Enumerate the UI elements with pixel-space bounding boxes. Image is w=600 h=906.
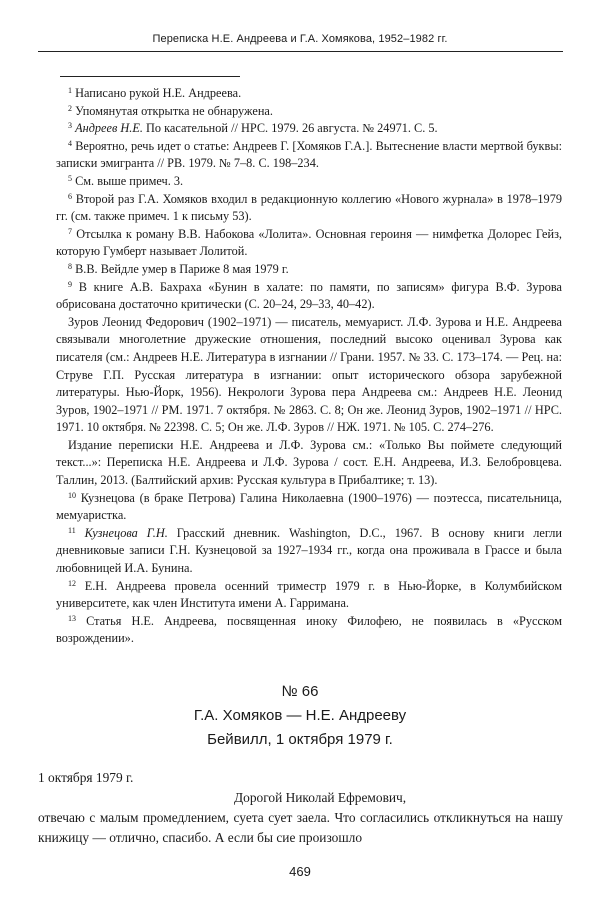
page-number: 469 bbox=[289, 864, 311, 879]
footnote-divider bbox=[60, 76, 240, 77]
running-header: Переписка Н.Е. Андреева и Г.А. Хомякова, 1952–1982 гг. bbox=[152, 33, 448, 45]
footnote-7: $^7$ Отсылка к роману В.В. Набокова «Лолита». Основная героиня — нимфетка Долорес Гейз, которую Гумберт называет Лолитой. bbox=[56, 226, 563, 259]
letter-number: № 66 bbox=[281, 683, 319, 700]
header-divider bbox=[38, 51, 563, 52]
footnote-8: $^8$ В.В. Вейдле умер в Париже 8 мая 1979 г. bbox=[68, 261, 289, 276]
letter-body bbox=[38, 768, 563, 848]
letter-date-line: 1 октября 1979 г. bbox=[38, 770, 134, 785]
footnote-9-continuation-1: Зуров Леонид Федорович (1902–1971) — писатель, мемуарист. Л.Ф. Зурова и Н.Е. Андреева связывали многолетние дружеские отношения, последний высоко оценивал Зурова как писателя (см.: Андреев Н.Е. Литература в изгнании // Грани. 1957. № 33. С. 173–174. — Рец. на: Струве Г.П. Русская литература в изгнании: опыт исторического обзора зарубежной литературы. Нью-Йорк, 1956). Некрологи Зурова пера Андреева см.: Андреев Н.Е. Леонид Зуров, 1902–1971 // РМ. 1971. 7 октября. № 2863. С. 8; Он же. Леонид Зуров, 1902–1971 // НРС. 1971. 10 октября. № 22398. С. 5; Он же. Л.Ф. Зуров // НЖ. 1971. № 105. С. 274–276. bbox=[56, 314, 562, 435]
footnote-6: $^6$ Второй раз Г.А. Хомяков входил в редакционную коллегию «Нового журнала» в 1978–1979 гг. (см. также примеч. 1 к письму 53). bbox=[56, 191, 562, 224]
letter-correspondents: Г.А. Хомяков — Н.Е. Андрееву bbox=[193, 707, 407, 724]
letter-text: отвечаю с малым промедлением, суета сует заела. Что согласились откликнуться на нашу книжицу — отлично, спасибо. А если бы сие произошло bbox=[38, 810, 563, 845]
footnote-12: $^{12}$ Е.Н. Андреева провела осенний триместр 1979 г. в Нью-Йорке, в Колумбийском университете, как член Института имени А. Гарримана. bbox=[56, 578, 562, 611]
footnote-9-continuation-2: Издание переписки Н.Е. Андреева и Л.Ф. Зурова см.: «Только Вы поймете следующий текст...»: Переписка Н.Е. Андреева и Л.Ф. Зурова / сост. Е.Н. Андреева, И.З. Белобровцева. Таллин, 2013. (Балтийский архив: Русская культура в Прибалтике; т. 13). bbox=[56, 437, 562, 488]
footnote-9: $^9$ В книге А.В. Бахраха «Бунин в халате: по памяти, по записям» фигура В.Ф. Зурова обрисована достаточно критически (С. 20–24, 29–33, 40–42). bbox=[56, 279, 562, 312]
letter-heading bbox=[0, 680, 600, 752]
footnote-3: $^3$ Андреев Н.Е. По касательной // НРС. 1979. 26 августа. № 24971. С. 5. bbox=[68, 121, 438, 136]
footnotes-block bbox=[56, 85, 562, 648]
footnote-5: $^5$ См. выше примеч. 3. bbox=[68, 173, 184, 188]
letter-place-date: Бейвилл, 1 октября 1979 г. bbox=[207, 731, 393, 748]
letter-salutation: Дорогой Николай Ефремович, bbox=[234, 790, 407, 805]
footnote-10: $^{10}$ Кузнецова (в браке Петрова) Галина Николаевна (1900–1976) — поэтесса, писательница, мемуаристка. bbox=[56, 490, 562, 523]
footnote-2: $^2$ Упомянутая открытка не обнаружена. bbox=[68, 103, 273, 118]
footnote-4: $^4$ Вероятно, речь идет о статье: Андреев Г. [Хомяков Г.А.]. Вытеснение власти мертвой буквы: записки эмигранта // РВ. 1979. № 7–8. С. 198–234. bbox=[56, 138, 562, 171]
footnote-13: $^{13}$ Статья Н.Е. Андреева, посвященная иноку Филофею, не появилась в «Русском возрождении». bbox=[56, 613, 563, 646]
footnote-1: $^1$ Написано рукой Н.Е. Андреева. bbox=[68, 86, 242, 100]
footnote-11: $^{11}$ Кузнецова Г.Н. Грасский дневник. Washington, D.C., 1967. В основу книги легли дневниковые записи Г.Н. Кузнецовой за 1927–1934 гг., когда она проживала в Грассе и была любовницей И.А. Бунина. bbox=[56, 525, 563, 576]
